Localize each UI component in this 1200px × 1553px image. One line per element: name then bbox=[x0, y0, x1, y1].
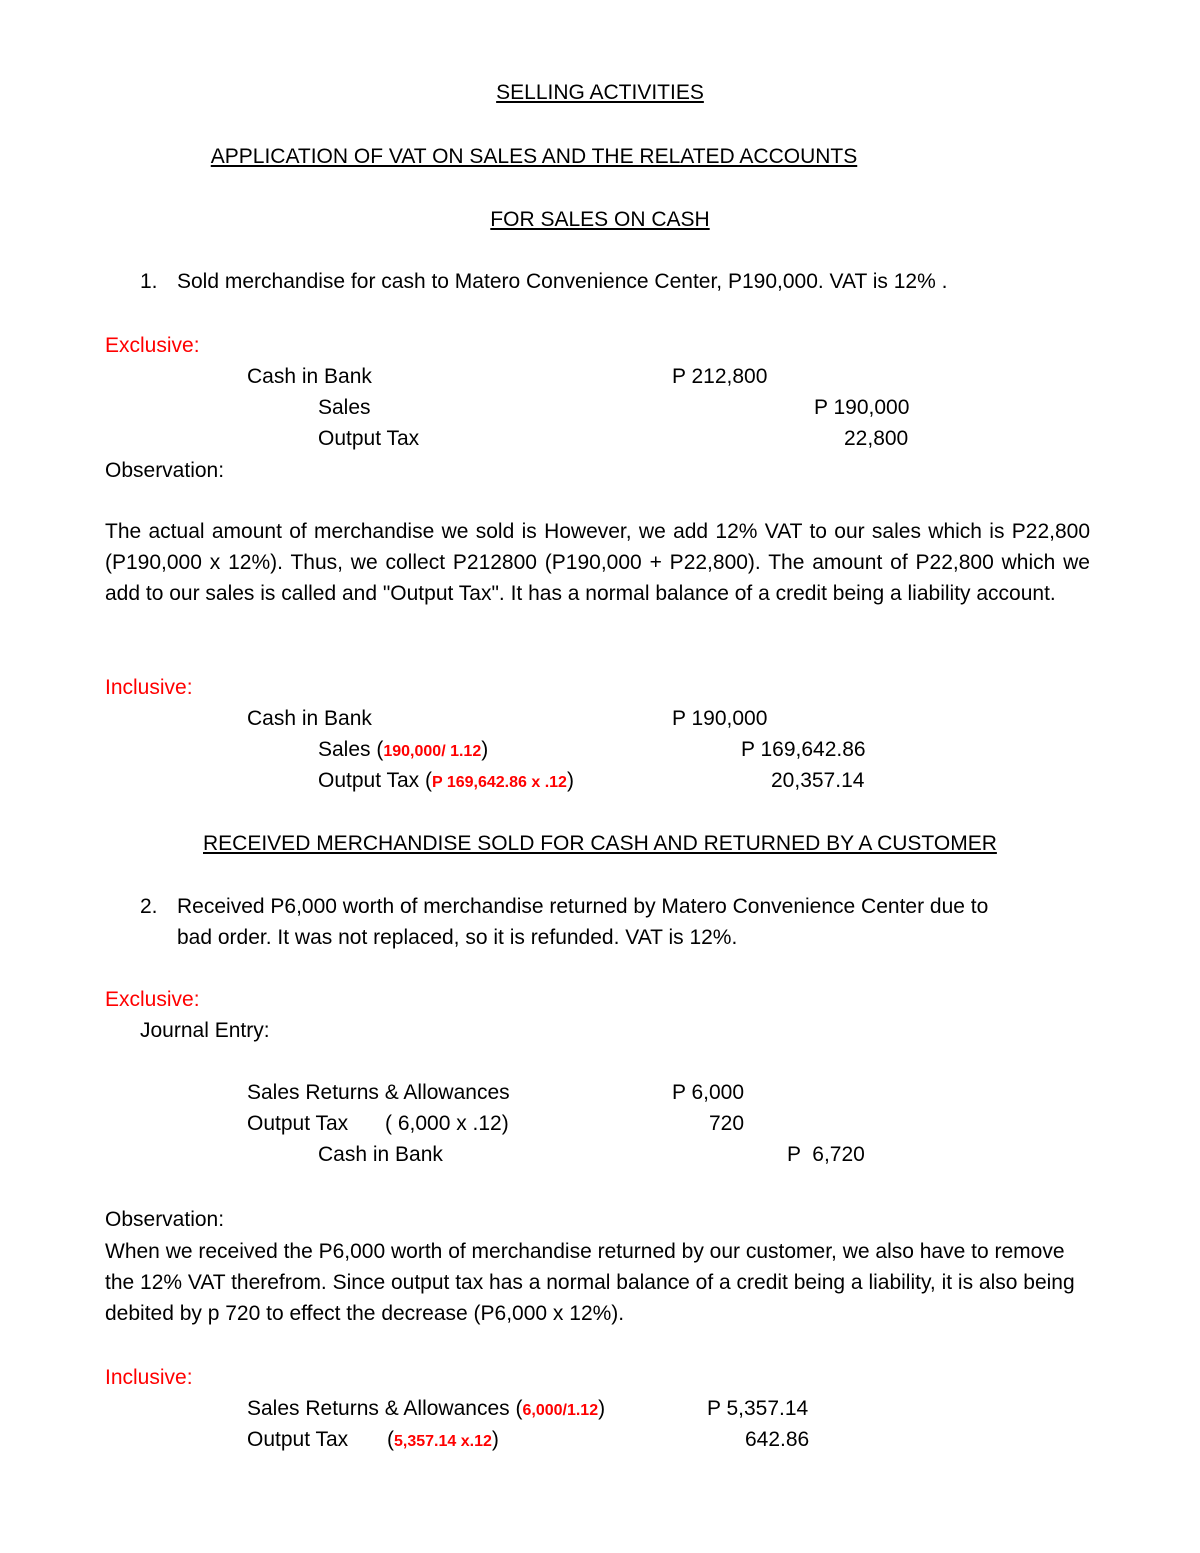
item1-in-output-account: Output Tax ( bbox=[318, 769, 433, 792]
item2-in-output-formula-line bbox=[387, 1429, 499, 1450]
item1-inclusive-label: Inclusive: bbox=[105, 676, 193, 699]
item2-ex-sra-account: Sales Returns & Allowances bbox=[247, 1081, 510, 1104]
item2-inclusive-label: Inclusive: bbox=[105, 1366, 193, 1389]
item1-in-output-close: ) bbox=[566, 769, 574, 792]
item2-ex-cash-account: Cash in Bank bbox=[318, 1143, 443, 1166]
item2-number: 2. bbox=[140, 895, 158, 918]
heading-sales-on-cash: FOR SALES ON CASH bbox=[490, 208, 710, 231]
item2-exclusive-label: Exclusive: bbox=[105, 988, 200, 1011]
item1-ex-output-account: Output Tax bbox=[318, 427, 420, 450]
item2-journal-label: Journal Entry: bbox=[140, 1019, 270, 1042]
item1-in-cash-debit: P 190,000 bbox=[672, 707, 768, 730]
item2-in-sra-close: ) bbox=[598, 1397, 606, 1420]
item1-in-output-formula: P 169,642.86 x .12 bbox=[432, 774, 567, 791]
item2-in-sra-line bbox=[247, 1398, 605, 1419]
item2-in-output-open: ( bbox=[387, 1428, 394, 1451]
heading-returned-merchandise: RECEIVED MERCHANDISE SOLD FOR CASH AND RETURNED BY A CUSTOMER bbox=[203, 832, 997, 855]
item1-ex-output-credit: 22,800 bbox=[844, 427, 909, 450]
item1-exclusive-label: Exclusive: bbox=[105, 334, 200, 357]
item1-in-sales-close: ) bbox=[481, 738, 489, 761]
item2-in-output-formula: 5,357.14 x.12 bbox=[394, 1433, 492, 1450]
item1-in-sales-account: Sales ( bbox=[318, 738, 384, 761]
item1-observation-text: The actual amount of merchandise we sold is However, we add 12% VAT to our sales which is P22,800 (P190,000 x 12%). Thus, we collect P212800 (P190,000 + P22,800). The amount of P22,800 which we add to our sales is called and "Output Tax". It has a normal balance of a credit being a liability account. bbox=[105, 520, 1090, 605]
item2-ex-sra-debit: P 6,000 bbox=[672, 1081, 745, 1104]
item2-ex-output-formula: ( 6,000 x .12) bbox=[385, 1112, 509, 1135]
item2-ex-output-account: Output Tax bbox=[247, 1112, 349, 1135]
item1-ex-cash-account: Cash in Bank bbox=[247, 365, 372, 388]
item1-text: Sold merchandise for cash to Matero Convenience Center, P190,000. VAT is 12% . bbox=[177, 270, 948, 293]
item1-ex-cash-debit: P 212,800 bbox=[672, 365, 768, 388]
item2-in-sra-account: Sales Returns & Allowances ( bbox=[247, 1397, 523, 1420]
item1-in-cash-account: Cash in Bank bbox=[247, 707, 372, 730]
item1-in-output-credit: 20,357.14 bbox=[771, 769, 865, 792]
item2-in-sra-formula: 6,000/1.12 bbox=[522, 1402, 599, 1419]
item2-observation-label: Observation: bbox=[105, 1208, 225, 1231]
item1-ex-sales-account: Sales bbox=[318, 396, 371, 419]
item1-in-output-line bbox=[318, 770, 574, 791]
heading-selling-activities: SELLING ACTIVITIES bbox=[496, 81, 704, 104]
item1-in-sales-credit: P 169,642.86 bbox=[741, 738, 866, 761]
item2-line2: bad order. It was not replaced, so it is refunded. VAT is 12%. bbox=[177, 926, 738, 949]
item2-observation-text: When we received the P6,000 worth of merchandise returned by our customer, we also have to remove the 12% VAT therefrom. Since output tax has a normal balance of a credit being a liability, it is also being debited by p 720 to effect the decrease (P6,000 x 12%). bbox=[105, 1240, 1075, 1325]
item1-ex-sales-credit: P 190,000 bbox=[814, 396, 910, 419]
heading-application-vat: APPLICATION OF VAT ON SALES AND THE RELATED ACCOUNTS bbox=[210, 145, 858, 168]
item2-in-output-account: Output Tax bbox=[247, 1428, 349, 1451]
item2-in-output-debit: 642.86 bbox=[745, 1428, 810, 1451]
item2-in-output-close: ) bbox=[491, 1428, 499, 1451]
item2-in-sra-debit: P 5,357.14 bbox=[707, 1397, 809, 1420]
item1-in-sales-formula: 190,000/ 1.12 bbox=[383, 743, 482, 760]
item1-observation-label: Observation: bbox=[105, 459, 225, 482]
item1-number: 1. bbox=[140, 270, 158, 293]
item2-ex-cash-credit: P 6,720 bbox=[787, 1143, 865, 1166]
item1-in-sales-line bbox=[318, 739, 488, 760]
item2-line1: Received P6,000 worth of merchandise returned by Matero Convenience Center due to bbox=[177, 895, 989, 918]
item2-ex-output-debit: 720 bbox=[709, 1112, 745, 1135]
